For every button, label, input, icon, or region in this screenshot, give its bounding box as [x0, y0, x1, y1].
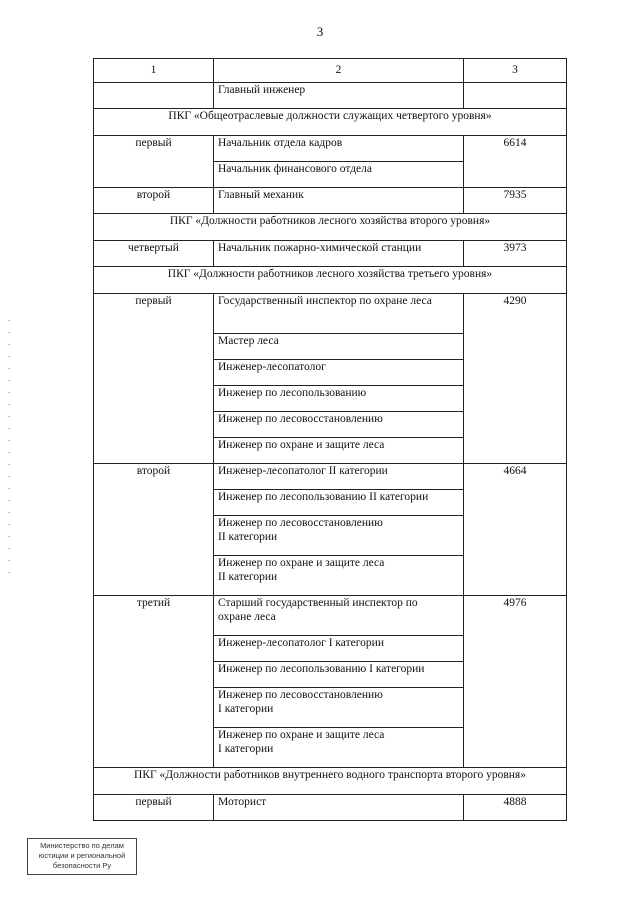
position-cell: Инженер по охране и защите леса [214, 438, 464, 464]
page-number: 3 [316, 24, 324, 39]
positions-salary-table [93, 58, 567, 821]
position-cell: Инженер по лесопользованию [214, 386, 464, 412]
stamp-line: юстиции и региональной [38, 851, 126, 860]
stamp-line: Министерство по делам [40, 841, 124, 850]
table-row [94, 464, 567, 490]
position-cell: Инженер-лесопатолог [214, 360, 464, 386]
group-header-row [94, 109, 567, 136]
position-cell: Главный инженер [214, 83, 464, 109]
position-cell [214, 728, 464, 768]
salary-cell: 4290 [464, 294, 567, 464]
salary-cell: 7935 [464, 188, 567, 214]
level-cell: второй [94, 188, 214, 214]
salary-cell: 4664 [464, 464, 567, 596]
salary-cell: 3973 [464, 241, 567, 267]
level-cell: первый [94, 136, 214, 188]
position-cell: Инженер по лесовосстановлению [214, 412, 464, 438]
position-line: I категории [218, 703, 274, 715]
position-line: Инженер по лесовосстановлению [218, 517, 383, 529]
position-cell [214, 556, 464, 596]
position-line: Старший государственный инспектор по [218, 597, 418, 609]
table-header-row [94, 59, 567, 83]
table-row [94, 294, 567, 334]
scan-edge-marks [8, 320, 10, 580]
group-header-row [94, 768, 567, 795]
group-title: ПКГ «Общеотраслевые должности служащих четвертого уровня» [94, 109, 567, 136]
registration-stamp [27, 838, 137, 875]
salary-cell [464, 83, 567, 109]
position-cell: Инженер по лесопользованию II категории [214, 490, 464, 516]
position-cell [214, 516, 464, 556]
position-cell: Инженер по лесопользованию I категории [214, 662, 464, 688]
salary-cell: 4976 [464, 596, 567, 768]
table-row [94, 795, 567, 821]
position-cell: Инженер-лесопатолог I категории [214, 636, 464, 662]
group-header-row [94, 214, 567, 241]
level-cell: второй [94, 464, 214, 596]
level-cell: первый [94, 795, 214, 821]
position-cell [214, 688, 464, 728]
position-cell [214, 596, 464, 636]
table-row [94, 596, 567, 636]
table-row [94, 188, 567, 214]
position-cell: Мастер леса [214, 334, 464, 360]
level-cell: первый [94, 294, 214, 464]
position-line: Инженер по лесовосстановлению [218, 689, 383, 701]
position-cell: Начальник финансового отдела [214, 162, 464, 188]
position-line: охране леса [218, 611, 276, 623]
position-cell: Моторист [214, 795, 464, 821]
position-cell: Государственный инспектор по охране леса [214, 294, 464, 334]
position-cell: Инженер-лесопатолог II категории [214, 464, 464, 490]
salary-cell: 6614 [464, 136, 567, 188]
stamp-line: безопасности Ру [52, 861, 112, 870]
header-col-2: 2 [214, 59, 464, 83]
position-cell: Начальник отдела кадров [214, 136, 464, 162]
position-line: I категории [218, 743, 274, 755]
position-line: Инженер по охране и защите леса [218, 557, 385, 569]
table-row [94, 241, 567, 267]
position-cell: Главный механик [214, 188, 464, 214]
group-header-row [94, 267, 567, 294]
position-line: Инженер по охране и защите леса [218, 729, 385, 741]
position-cell: Начальник пожарно-химической станции [214, 241, 464, 267]
salary-cell: 4888 [464, 795, 567, 821]
header-col-1: 1 [94, 59, 214, 83]
group-title: ПКГ «Должности работников лесного хозяйства второго уровня» [94, 214, 567, 241]
level-cell: третий [94, 596, 214, 768]
group-title: ПКГ «Должности работников внутреннего водного транспорта второго уровня» [94, 768, 567, 795]
table-row [94, 83, 567, 109]
header-col-3: 3 [464, 59, 567, 83]
level-cell: четвертый [94, 241, 214, 267]
position-line: II категории [218, 571, 278, 583]
group-title: ПКГ «Должности работников лесного хозяйства третьего уровня» [94, 267, 567, 294]
table-row [94, 136, 567, 162]
position-line: II категории [218, 531, 278, 543]
level-cell [94, 83, 214, 109]
